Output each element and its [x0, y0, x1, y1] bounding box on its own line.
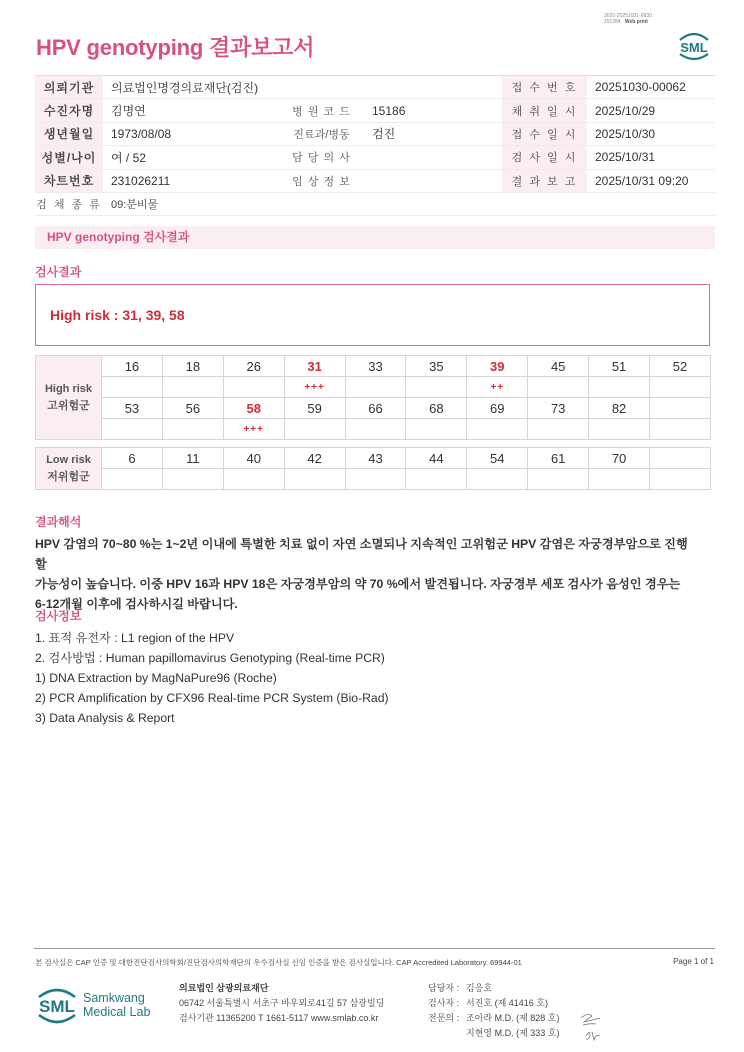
staff-name: 지현영 M.D. (제 333 호) [466, 1028, 560, 1038]
risk-group-label [36, 356, 102, 440]
staff-name: 김응호 [466, 983, 493, 993]
test-info-line: 1. 표적 유전자 : L1 region of the HPV [35, 631, 235, 645]
patient-info-table [35, 75, 715, 216]
organization-info [179, 981, 384, 1026]
staff-row [428, 1026, 559, 1041]
staff-row [428, 996, 559, 1011]
genotype-row [36, 398, 711, 419]
hpv-result-cell [589, 377, 650, 398]
hpv-result-cell [162, 469, 223, 490]
hpv-type-cell: 53 [102, 398, 163, 419]
page-number: Page 1 of 1 [673, 957, 714, 966]
hpv-type-cell [650, 398, 711, 419]
logo-name-line: Medical Lab [83, 1005, 151, 1019]
result-heading: 검사결과 [35, 265, 82, 279]
org-contact: 검사기관 11365200 T 1661-5117 www.smlab.co.kr [179, 1013, 379, 1023]
genotype-result-row [36, 419, 711, 440]
hpv-result-cell [589, 469, 650, 490]
hpv-result-cell [467, 469, 528, 490]
hpv-result-cell [650, 469, 711, 490]
hpv-type-cell: 40 [223, 448, 284, 469]
staff-info [428, 981, 559, 1041]
logo-name-line: Samkwang [83, 991, 145, 1005]
info-value: 2025/10/31 09:20 [587, 169, 715, 192]
org-address: 06742 서울특별시 서초구 바우뫼로41길 57 삼광빌딩 [179, 998, 385, 1008]
info-label: 채 취 일 시 [502, 99, 587, 122]
hpv-type-cell: 70 [589, 448, 650, 469]
hpv-type-cell: 82 [589, 398, 650, 419]
hpv-type-cell: 66 [345, 398, 406, 419]
hpv-result-cell [467, 419, 528, 440]
hpv-result-cell [102, 469, 163, 490]
hpv-result-cell [223, 377, 284, 398]
hpv-type-cell: 45 [528, 356, 589, 377]
hpv-result-cell [650, 377, 711, 398]
hpv-type-cell: 58 [223, 398, 284, 419]
low-risk-table [35, 447, 711, 490]
info-label: 검 사 일 시 [502, 146, 587, 169]
hpv-result-cell: +++ [284, 377, 345, 398]
staff-row [428, 981, 559, 996]
info-value: 2025/10/31 [587, 146, 715, 169]
interpretation-line: 6-12개월 이후에 검사하시길 바랍니다. [35, 597, 238, 611]
hpv-result-cell [162, 419, 223, 440]
test-info-line: 2) PCR Amplification by CFX96 Real-time PCR System (Bio-Rad) [35, 691, 389, 705]
risk-group-label-ko: 고위험군 [47, 399, 90, 412]
info-label: 임 상 정 보 [279, 169, 364, 192]
info-label: 병 원 코 드 [279, 99, 364, 122]
info-value: 15186 [364, 99, 502, 122]
hpv-result-cell: ++ [467, 377, 528, 398]
result-summary-text: High risk : 31, 39, 58 [50, 307, 185, 323]
signature-image [578, 1010, 606, 1042]
interpretation-text [35, 534, 695, 614]
hpv-type-cell: 68 [406, 398, 467, 419]
info-label: 결 과 보 고 [502, 169, 587, 192]
hpv-result-cell [162, 377, 223, 398]
info-label: 담 당 의 사 [279, 146, 364, 169]
info-label: 접 수 번 호 [502, 76, 587, 99]
genotype-row [36, 448, 711, 469]
info-value: 검진 [364, 122, 502, 145]
info-label: 생년월일 [35, 122, 103, 145]
test-info-line: 3) Data Analysis & Report [35, 711, 175, 725]
interpretation-line: HPV 감염의 70~80 %는 1~2년 이내에 특별한 치료 없이 자연 소멸되나 지속적인 고위험군 HPV 감염은 자궁경부암으로 진행할 [35, 537, 688, 571]
hpv-result-cell [223, 469, 284, 490]
test-info-line: 1) DNA Extraction by MagNaPure96 (Roche) [35, 671, 277, 685]
result-summary-box [35, 284, 710, 346]
hpv-result-cell [345, 377, 406, 398]
hpv-type-cell: 31 [284, 356, 345, 377]
print-code [604, 13, 652, 25]
info-row [35, 169, 715, 192]
hpv-result-cell [284, 469, 345, 490]
web-print-label: Web print [624, 19, 648, 25]
info-value: 1973/08/08 [103, 122, 279, 145]
sml-logo-text: SML [680, 40, 708, 55]
hpv-result-cell [589, 419, 650, 440]
hpv-result-cell [102, 377, 163, 398]
hpv-result-cell [102, 419, 163, 440]
sml-logo-text: SML [39, 997, 75, 1016]
test-info-heading: 검사정보 [35, 609, 82, 623]
hpv-result-cell [284, 419, 345, 440]
hpv-result-cell [345, 419, 406, 440]
hpv-type-cell: 51 [589, 356, 650, 377]
info-label: 차트번호 [35, 169, 103, 192]
info-label: 수진자명 [35, 99, 103, 122]
test-info-list [35, 628, 389, 728]
specimen-label: 검 체 종 류 [35, 192, 103, 215]
info-label: 진료과/병동 [279, 122, 364, 145]
hpv-type-cell: 39 [467, 356, 528, 377]
hpv-type-cell: 26 [223, 356, 284, 377]
section-title: HPV genotyping 검사결과 [35, 226, 715, 249]
info-value: 의료법인명경의료재단(검진) [103, 76, 502, 99]
hpv-type-cell: 16 [102, 356, 163, 377]
high-risk-table [35, 355, 711, 440]
print-code-line: 3020-20251031-0930 [604, 13, 652, 19]
samkwang-logo-icon [36, 983, 166, 1027]
risk-group-label-en: Low risk [46, 453, 91, 466]
accreditation-note: 본 검사실은 CAP 인증 및 대한진단검사의학회/진단검사의학재단의 우수검사실 신임 인증을 받은 검사실입니다. CAP Accredited Laboratory. 69944-01 [35, 958, 522, 967]
hpv-result-cell [528, 419, 589, 440]
hpv-type-cell: 59 [284, 398, 345, 419]
genotype-row [36, 356, 711, 377]
staff-row [428, 1011, 559, 1026]
info-value: 김명연 [103, 99, 279, 122]
info-label: 성별/나이 [35, 146, 103, 169]
staff-role: 전문의 : [428, 1013, 460, 1023]
genotype-result-row [36, 377, 711, 398]
staff-role: 검사자 : [428, 998, 460, 1008]
hpv-type-cell: 43 [345, 448, 406, 469]
hpv-type-cell: 18 [162, 356, 223, 377]
hpv-type-cell: 54 [467, 448, 528, 469]
info-value: 여 / 52 [103, 146, 279, 169]
hpv-result-cell [406, 469, 467, 490]
hpv-type-cell: 11 [162, 448, 223, 469]
info-row [35, 122, 715, 145]
hpv-type-cell: 42 [284, 448, 345, 469]
sml-logo-icon [674, 26, 714, 64]
interpretation-line: 가능성이 높습니다. 이중 HPV 16과 HPV 18은 자궁경부암의 약 70 %에서 발견됩니다. 자궁경부 세포 검사가 음성인 경우는 [35, 577, 681, 591]
info-value: 20251030-00062 [587, 76, 715, 99]
hpv-result-cell [650, 419, 711, 440]
risk-group-label-en: High risk [44, 382, 93, 395]
info-row [35, 146, 715, 169]
info-value: 2025/10/30 [587, 122, 715, 145]
info-value [364, 146, 502, 169]
hpv-type-cell: 35 [406, 356, 467, 377]
report-title: HPV genotyping 결과보고서 [36, 35, 315, 60]
specimen-value: 09:분비물 [103, 192, 715, 215]
hpv-result-cell [406, 377, 467, 398]
staff-role: 담당자 : [428, 983, 460, 993]
print-code-line: 151284 [604, 19, 621, 25]
footer-divider [34, 948, 715, 949]
genotype-result-row [36, 469, 711, 490]
info-row [35, 192, 715, 215]
hpv-type-cell: 6 [102, 448, 163, 469]
hpv-type-cell: 44 [406, 448, 467, 469]
staff-name: 조아라 M.D. (제 828 호) [466, 1013, 560, 1023]
hpv-result-cell [345, 469, 406, 490]
hpv-type-cell [650, 448, 711, 469]
interpretation-heading: 결과해석 [35, 515, 82, 529]
info-value [364, 169, 502, 192]
hpv-type-cell: 33 [345, 356, 406, 377]
hpv-result-cell [528, 469, 589, 490]
hpv-result-cell: +++ [223, 419, 284, 440]
info-label: 의뢰기관 [35, 76, 103, 99]
hpv-result-cell [406, 419, 467, 440]
hpv-type-cell: 52 [650, 356, 711, 377]
test-info-line: 2. 검사방법 : Human papillomavirus Genotyping (Real-time PCR) [35, 651, 385, 665]
hpv-result-cell [528, 377, 589, 398]
risk-group-label-ko: 저위험군 [47, 470, 90, 483]
org-name: 의료법인 삼광의료재단 [179, 983, 269, 993]
hpv-type-cell: 73 [528, 398, 589, 419]
hpv-type-cell: 61 [528, 448, 589, 469]
risk-group-label [36, 448, 102, 490]
info-value: 2025/10/29 [587, 99, 715, 122]
hpv-type-cell: 69 [467, 398, 528, 419]
info-row [35, 99, 715, 122]
info-row [35, 76, 715, 99]
hpv-type-cell: 56 [162, 398, 223, 419]
staff-name: 서진호 (제 41416 호) [466, 998, 548, 1008]
info-label: 접 수 일 시 [502, 122, 587, 145]
info-value: 231026211 [103, 169, 279, 192]
